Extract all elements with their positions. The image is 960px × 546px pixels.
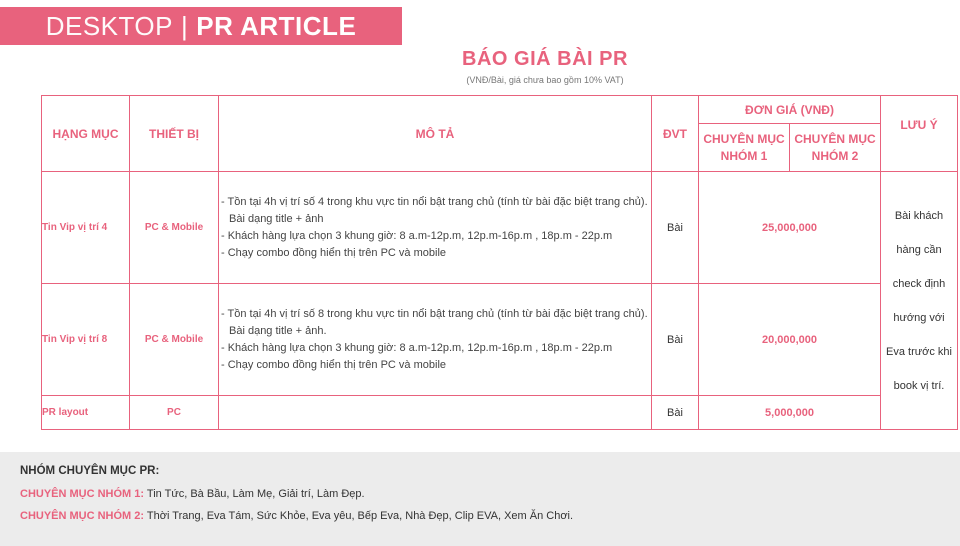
row-unit: Bài: [652, 284, 699, 396]
row-device: PC: [130, 396, 219, 430]
description-line: - Tồn tại 4h vị trí số 8 trong khu vực tin nổi bật trang chủ (tính từ bài đặc biệt trang chủ). Bài dạng title + ảnh.: [221, 307, 648, 337]
description-line: - Chạy combo đồng hiển thị trên PC và mobile: [221, 246, 447, 259]
page-subtitle: (VNĐ/Bài, giá chưa bao gồm 10% VAT): [466, 75, 624, 85]
row-device: PC & Mobile: [130, 284, 219, 396]
group1-label: CHUYÊN MỤC NHÓM 1:: [20, 488, 145, 500]
row-description-empty: [219, 396, 652, 430]
footer-group2: [20, 510, 573, 522]
price-table: [41, 95, 958, 430]
banner-product: PR ARTICLE: [196, 10, 357, 41]
note-cell: [881, 172, 958, 430]
description-line: - Khách hàng lựa chọn 3 khung giờ: 8 a.m-12p.m, 12p.m-16p.m , 18p.m - 22p.m: [221, 229, 613, 242]
table-row: [42, 396, 958, 430]
header-description: MÔ TẢ: [219, 96, 652, 172]
page-title: BÁO GIÁ BÀI PR: [462, 48, 628, 70]
banner-platform: DESKTOP: [45, 10, 173, 41]
row-price: 25,000,000: [699, 172, 881, 284]
row-device: PC & Mobile: [130, 172, 219, 284]
group2-label: CHUYÊN MỤC NHÓM 2:: [20, 510, 145, 522]
header-device: THIẾT BỊ: [130, 96, 219, 172]
footer-panel: [0, 452, 960, 546]
description-line: - Khách hàng lựa chọn 3 khung giờ: 8 a.m-12p.m, 12p.m-16p.m , 18p.m - 22p.m: [221, 341, 613, 354]
row-unit: Bài: [652, 172, 699, 284]
header-category: HẠNG MỤC: [42, 96, 130, 172]
row-price: 5,000,000: [699, 396, 881, 430]
header-note: LƯU Ý: [881, 96, 958, 172]
row-price: 20,000,000: [699, 284, 881, 396]
footer-group1: [20, 488, 365, 500]
note-text: Bài khách hàng cần check định hướng với Eva trước khi book vị trí.: [886, 209, 952, 392]
header-row: [42, 96, 958, 124]
row-unit: Bài: [652, 396, 699, 430]
header-unit: ĐVT: [652, 96, 699, 172]
banner-separator: |: [180, 10, 189, 41]
footer-title: NHÓM CHUYÊN MỤC PR:: [20, 465, 160, 477]
row-description: [219, 284, 652, 396]
description-line: - Chạy combo đồng hiển thị trên PC và mobile: [221, 358, 447, 371]
row-description: [219, 172, 652, 284]
row-category: Tin Vip vị trí 8: [42, 284, 130, 396]
table-row: [42, 284, 958, 396]
header-group1: CHUYÊN MỤC NHÓM 1: [699, 124, 790, 172]
header-price-group: ĐƠN GIÁ (VNĐ): [699, 96, 881, 124]
row-category: Tin Vip vị trí 4: [42, 172, 130, 284]
group1-value: Tin Tức, Bà Bầu, Làm Mẹ, Giải trí, Làm Đẹp.: [144, 488, 365, 500]
table-row: [42, 172, 958, 284]
header-group2: CHUYÊN MỤC NHÓM 2: [790, 124, 881, 172]
section-banner: [0, 7, 402, 45]
row-category: PR layout: [42, 396, 130, 430]
group2-value: Thời Trang, Eva Tám, Sức Khỏe, Eva yêu, Bếp Eva, Nhà Đẹp, Clip EVA, Xem Ăn Chơi.: [144, 510, 574, 522]
description-line: - Tồn tại 4h vị trí số 4 trong khu vực tin nổi bật trang chủ (tính từ bài đặc biệt trang chủ). Bài dạng title + ảnh: [221, 195, 648, 225]
